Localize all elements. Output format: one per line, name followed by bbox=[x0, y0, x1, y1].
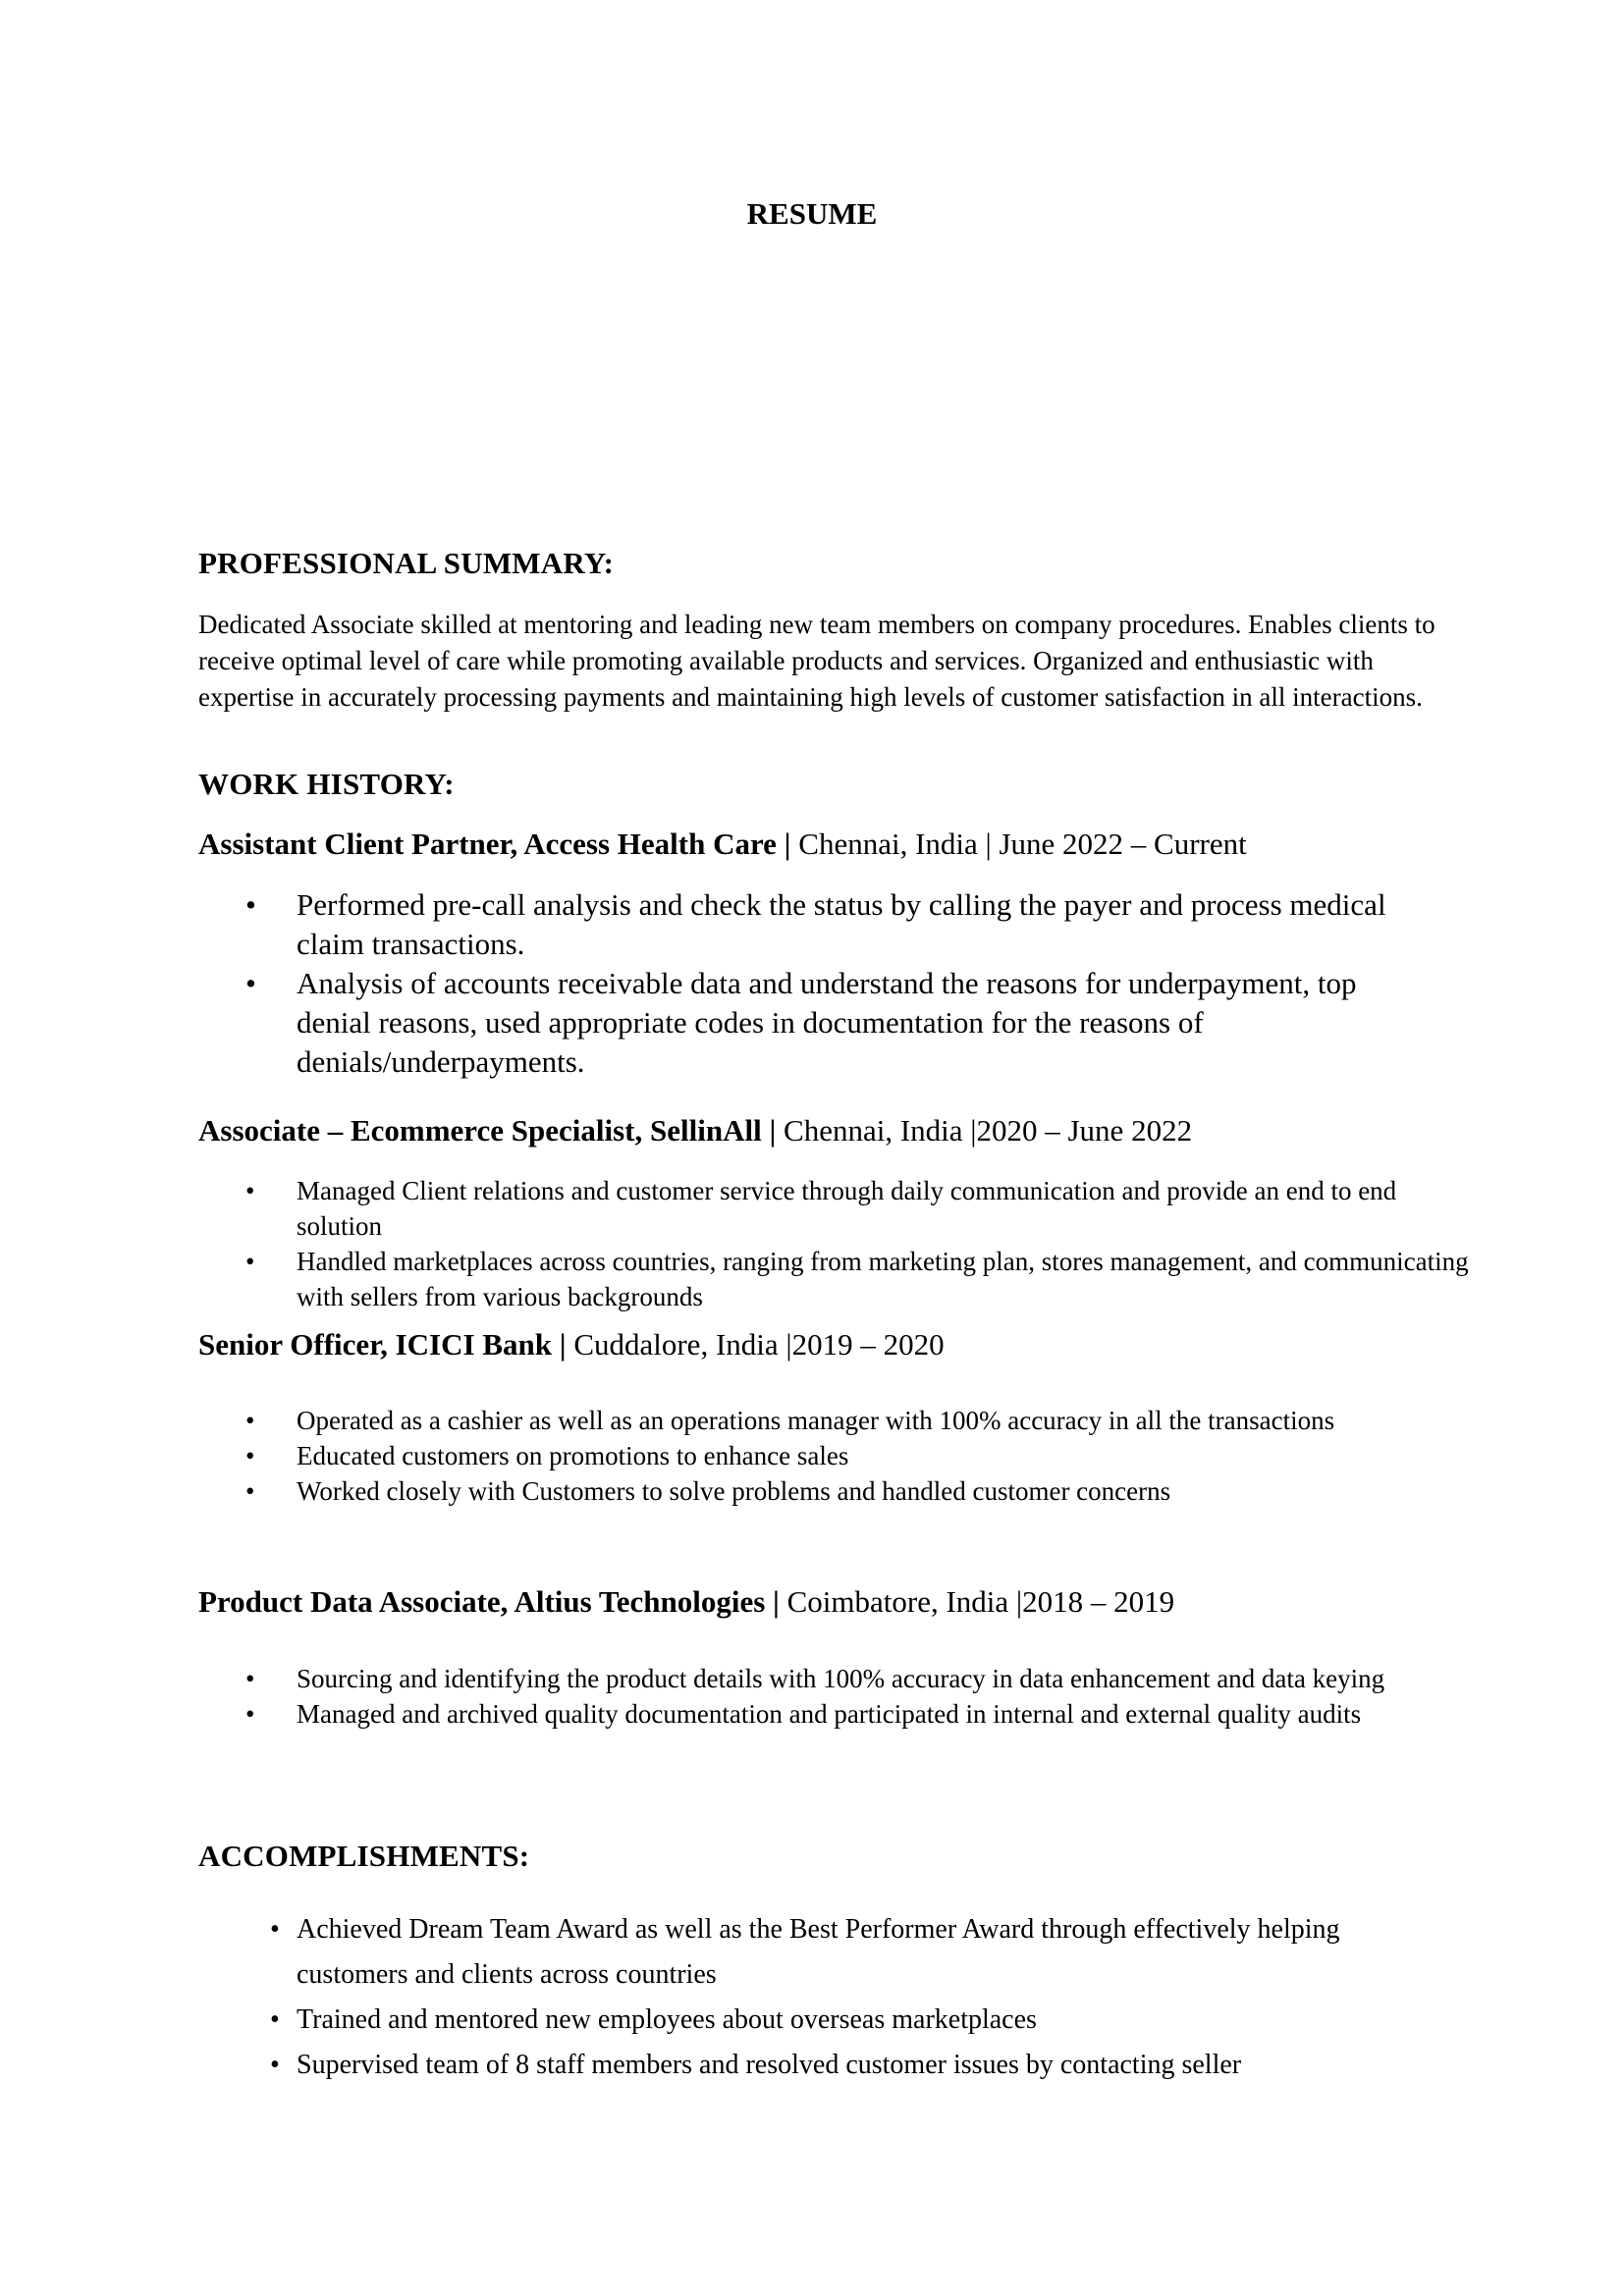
job-bullets-altius-technologies bbox=[245, 1661, 1475, 1732]
job-role: Senior Officer, ICICI Bank | bbox=[198, 1327, 567, 1362]
list-item: • Achieved Dream Team Award as well as the Best Performer Award through effectively helping customers and clients across countries bbox=[270, 1907, 1426, 1998]
job-bullets-icici-bank bbox=[245, 1403, 1475, 1509]
job-role: Assistant Client Partner, Access Health Care | bbox=[198, 827, 791, 861]
job-bullets-access-health-care bbox=[245, 885, 1426, 1082]
professional-summary-heading: PROFESSIONAL SUMMARY: bbox=[198, 546, 615, 580]
list-item: • Managed and archived quality documentation and participated in internal and external quality audits bbox=[245, 1696, 1475, 1732]
list-item: • Operated as a cashier as well as an operations manager with 100% accuracy in all the transactions bbox=[245, 1403, 1475, 1438]
job-role: Product Data Associate, Altius Technologies | bbox=[198, 1584, 780, 1619]
professional-summary-text: Dedicated Associate skilled at mentoring and leading new team members on company procedures. Enables clients to receive optimal level of care while promoting available products and services. Organized and enthusiastic with expertise in accurately processing payments and maintaining high levels of customer satisfaction in all interactions. bbox=[198, 610, 1435, 712]
list-item: • Performed pre-call analysis and check the status by calling the payer and process medical claim transactions. bbox=[245, 885, 1426, 964]
page-title: RESUME bbox=[746, 196, 878, 231]
job-details: Chennai, India | June 2022 – Current bbox=[790, 827, 1247, 861]
job-role: Associate – Ecommerce Specialist, SellinAll | bbox=[198, 1113, 777, 1148]
list-item: • Supervised team of 8 staff members and resolved customer issues by contacting seller bbox=[270, 2043, 1426, 2088]
job-title-access-health-care bbox=[198, 827, 1247, 862]
list-item: • Managed Client relations and customer service through daily communication and provide an end to end solution bbox=[245, 1173, 1475, 1244]
list-item: • Trained and mentored new employees about overseas marketplaces bbox=[270, 1998, 1426, 2043]
job-details: Coimbatore, India |2018 – 2019 bbox=[779, 1584, 1175, 1619]
list-item: • Educated customers on promotions to enhance sales bbox=[245, 1438, 1475, 1473]
job-title-icici-bank bbox=[198, 1327, 945, 1362]
list-item: • Sourcing and identifying the product details with 100% accuracy in data enhancement and data keying bbox=[245, 1661, 1475, 1696]
job-bullets-sellinall bbox=[245, 1173, 1475, 1314]
job-details: Chennai, India |2020 – June 2022 bbox=[776, 1113, 1193, 1148]
accomplishments-heading: ACCOMPLISHMENTS: bbox=[198, 1839, 530, 1873]
job-details: Cuddalore, India |2019 – 2020 bbox=[566, 1327, 945, 1362]
job-title-altius-technologies bbox=[198, 1584, 1174, 1620]
list-item: • Analysis of accounts receivable data and understand the reasons for underpayment, top denial reasons, used appropriate codes in documentation for the reasons of denials/underpayments. bbox=[245, 964, 1426, 1082]
work-history-heading: WORK HISTORY: bbox=[198, 767, 455, 801]
list-item: • Worked closely with Customers to solve problems and handled customer concerns bbox=[245, 1473, 1475, 1509]
accomplishments-list bbox=[270, 1907, 1426, 2088]
list-item: • Handled marketplaces across countries, ranging from marketing plan, stores management, and communicating with sellers from various backgrounds bbox=[245, 1244, 1475, 1314]
job-title-sellinall bbox=[198, 1113, 1192, 1148]
